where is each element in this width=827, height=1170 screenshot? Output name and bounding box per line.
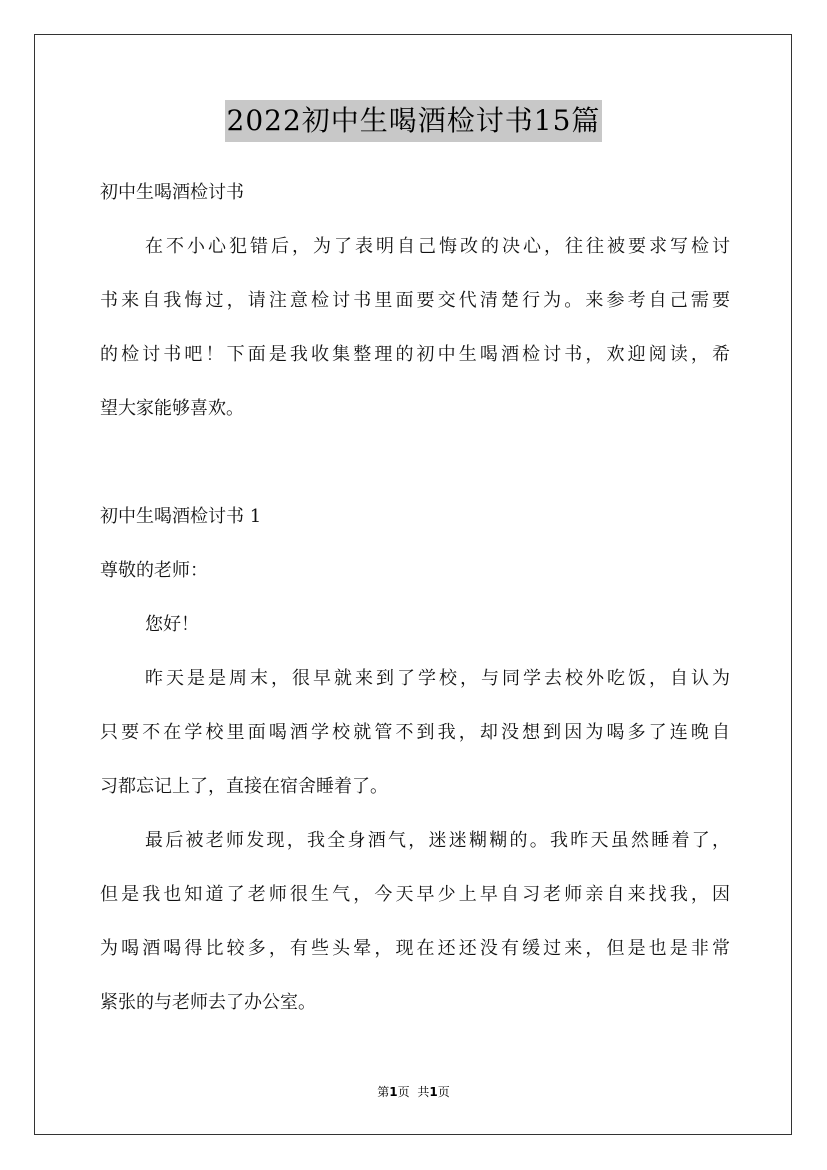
- text-line: 为喝酒喝得比较多，有些头晕，现在还还没有缓过来，但是也是非常: [100, 938, 730, 959]
- footer-page-suffix: 页: [397, 1085, 410, 1099]
- page-footer: [0, 1083, 827, 1100]
- document-title: 2022初中生喝酒检讨书15篇: [225, 100, 603, 142]
- text-line: 昨天是是周末，很早就来到了学校，与同学去校外吃饭，自认为: [145, 668, 730, 689]
- text-line: 的检讨书吧！下面是我收集整理的初中生喝酒检讨书，欢迎阅读，希: [100, 344, 730, 365]
- text-line: 望大家能够喜欢。: [100, 398, 244, 419]
- footer-total-number: 1: [429, 1085, 438, 1099]
- footer-total-suffix: 页: [437, 1085, 450, 1099]
- text-line: 紧张的与老师去了办公室。: [100, 992, 316, 1013]
- blank-line: [100, 436, 730, 490]
- text-line: 书来自我悔过，请注意检讨书里面要交代清楚行为。来参考自己需要: [100, 290, 730, 311]
- footer-page-prefix: 第: [377, 1085, 390, 1099]
- document-body: [100, 166, 730, 1030]
- text-line: 您好！: [145, 614, 199, 635]
- text-line: 只要不在学校里面喝酒学校就管不到我，却没想到因为喝多了连晚自: [100, 722, 730, 743]
- text-line: 初中生喝酒检讨书: [100, 182, 244, 203]
- text-line: 在不小心犯错后，为了表明自己悔改的决心，往往被要求写检讨: [145, 236, 730, 257]
- footer-total-prefix: 共: [417, 1085, 430, 1099]
- title-container: [0, 100, 827, 142]
- text-line: 习都忘记上了，直接在宿舍睡着了。: [100, 776, 388, 797]
- text-line: 最后被老师发现，我全身酒气，迷迷糊糊的。我昨天虽然睡着了，: [145, 830, 730, 851]
- text-line: 尊敬的老师：: [100, 560, 208, 581]
- footer-page-number: 1: [389, 1085, 398, 1099]
- text-line: 但是我也知道了老师很生气，今天早少上早自习老师亲自来找我，因: [100, 884, 730, 905]
- text-line: 初中生喝酒检讨书 1: [100, 506, 262, 527]
